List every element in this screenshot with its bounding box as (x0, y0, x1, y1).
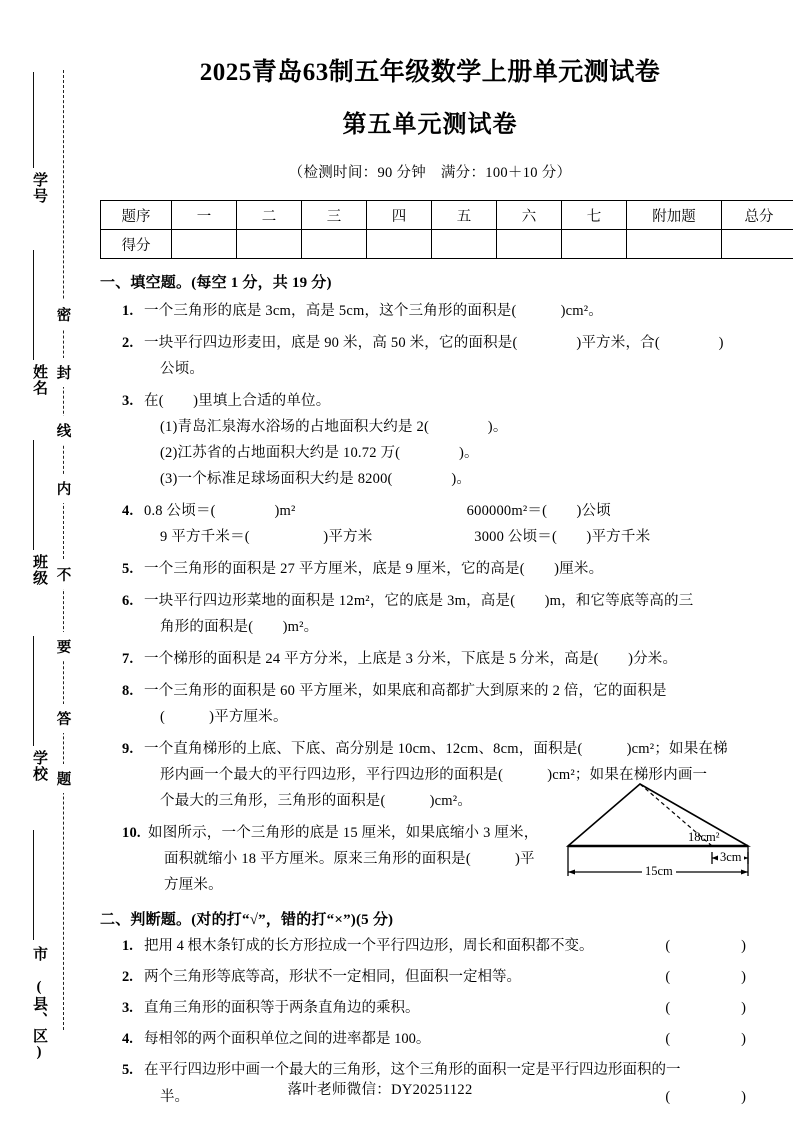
arrow-15cm-right (741, 870, 748, 875)
question-3-sub-3: (3)一个标准足球场面积大约是 8200( )。 (160, 471, 472, 487)
question-9-line-1: 一个直角梯形的上底、下底、高分别是 10cm、12cm、8cm，面积是( )cm²；如果在梯 (144, 741, 728, 757)
question-6 (122, 588, 760, 640)
score-cell-7[interactable] (562, 230, 627, 259)
score-table-row-label-points: 得分 (101, 230, 172, 259)
question-4-row-1 (144, 498, 760, 524)
question-3-sub-1: (1)青岛汇泉海水浴场的占地面积大约是 2( )。 (160, 419, 508, 435)
seal-label-class: 班级 (31, 554, 47, 586)
seal-rule-1 (33, 72, 34, 168)
section-heading-fill-blanks: 一、填空题。(每空 1 分，共 19 分) (100, 275, 332, 291)
tf-question-5-text-line-1: 在平行四边形中画一个最大的三角形，这个三角形的面积一定是平行四边形面积的一 (144, 1062, 681, 1078)
question-2-line-1: 一块平行四边形麦田，底是 90 米，高 50 米，它的面积是( )平方米，合( ) (144, 335, 724, 351)
tf-question-4-answer-box[interactable]: ( ) (665, 1031, 760, 1047)
seal-label-city-district: 市 (县、区) (31, 946, 47, 1061)
tf-question-2-answer-box[interactable]: ( ) (665, 969, 760, 985)
question-4-conv-2-left: 9 平方千米＝( )平方米 (160, 529, 373, 545)
arrow-15cm-left (568, 870, 575, 875)
figure-area-label: 18cm² (688, 830, 720, 844)
score-cell-4[interactable] (367, 230, 432, 259)
question-6-line-1: 一块平行四边形菜地的面积是 12m²，它的底是 3m，高是( )m，和它等底等高的三 (144, 593, 694, 609)
seal-char-feng: 封 (54, 358, 74, 387)
tf-question-5-text-line-2: 半。 (160, 1089, 189, 1105)
seal-char-ti: 题 (54, 764, 74, 793)
question-1-line-1: 一个三角形的底是 3cm，高是 5cm，这个三角形的面积是( )cm²。 (144, 303, 603, 319)
question-4-conv-1-right: 600000m²＝( )公顷 (466, 503, 611, 519)
score-col-5: 五 (432, 201, 497, 230)
score-col-3: 三 (302, 201, 367, 230)
question-2 (122, 330, 760, 382)
figure-15cm-label: 15cm (642, 864, 676, 879)
seal-char-xian: 线 (54, 416, 74, 445)
seal-label-school: 学校 (31, 750, 47, 782)
question-5-number: 5. (122, 561, 134, 577)
page-title: 2025青岛63制五年级数学上册单元测试卷 (199, 59, 661, 86)
question-4-conv-1-left: 0.8 公顷＝( )m² (144, 503, 296, 519)
score-col-4: 四 (367, 201, 432, 230)
question-8-number: 8. (122, 683, 134, 699)
question-5 (122, 556, 760, 582)
question-3-number: 3. (122, 393, 134, 409)
tf-question-2-number: 2. (122, 969, 133, 985)
question-2-number: 2. (122, 335, 134, 351)
question-4-number: 4. (122, 503, 134, 519)
seal-char-nei: 内 (54, 474, 74, 503)
score-col-7: 七 (562, 201, 627, 230)
question-4-row-2 (160, 524, 760, 550)
question-5-line-1: 一个三角形的面积是 27 平方厘米，底是 9 厘米，它的高是( )厘米。 (144, 561, 604, 577)
tf-question-1-number: 1. (122, 938, 133, 954)
question-6-number: 6. (122, 593, 134, 609)
table-row-header (101, 201, 793, 230)
score-col-total: 总分 (722, 201, 793, 230)
score-cell-6[interactable] (497, 230, 562, 259)
question-9-line-3: 个最大的三角形，三角形的面积是( )cm²。 (160, 793, 473, 809)
question-1-number: 1. (122, 303, 134, 319)
tf-question-2 (122, 964, 760, 991)
score-col-2: 二 (237, 201, 302, 230)
exam-page-body (100, 0, 774, 1111)
footer-note: 落叶老师微信：DY20251122 (287, 1082, 473, 1098)
tf-question-2-text: 两个三角形等底等高，形状不一定相同，但面积一定相等。 (144, 969, 521, 985)
score-cell-2[interactable] (237, 230, 302, 259)
tf-question-1-text: 把用 4 根木条钉成的长方形拉成一个平行四边形，周长和面积都不变。 (144, 938, 594, 954)
seal-char-da: 答 (54, 704, 74, 733)
score-table (100, 200, 793, 259)
seal-dashed-line (63, 70, 64, 1030)
question-4 (122, 498, 760, 550)
score-cell-1[interactable] (172, 230, 237, 259)
seal-rule-2 (33, 250, 34, 360)
score-table-row-label-order: 题序 (101, 201, 172, 230)
section-heading-true-false: 二、判断题。(对的打“√”，错的打“×”)(5 分) (100, 912, 394, 928)
seal-char-bu: 不 (54, 560, 74, 589)
triangle-outline (568, 784, 748, 846)
question-8-line-1: 一个三角形的面积是 60 平方厘米，如果底和高都扩大到原来的 2 倍，它的面积是 (144, 683, 667, 699)
question-10-line-2: 面积就缩小 18 平方厘米。原来三角形的面积是( )平 (164, 851, 535, 867)
seal-char-yao: 要 (54, 632, 74, 661)
table-row-scores (101, 230, 793, 259)
tf-question-5-answer-box[interactable]: ( ) (665, 1089, 760, 1105)
question-6-line-2: 角形的面积是( )m²。 (160, 619, 319, 635)
score-col-1: 一 (172, 201, 237, 230)
question-3 (122, 388, 760, 492)
tf-question-1 (122, 933, 760, 960)
score-col-extra: 附加题 (627, 201, 722, 230)
question-10-line-1: 如图所示，一个三角形的底是 15 厘米，如果底缩小 3 厘米， (148, 825, 539, 841)
seal-label-student-id: 学号 (31, 172, 47, 204)
question-7-line-1: 一个梯形的面积是 24 平方分米，上底是 3 分米，下底是 5 分米，高是( )分米。 (144, 651, 678, 667)
tf-question-3-number: 3. (122, 1000, 133, 1016)
figure-3cm-label: 3cm (720, 850, 742, 864)
tf-question-5-number: 5. (122, 1062, 133, 1078)
question-9-number: 9. (122, 741, 134, 757)
tf-question-4-number: 4. (122, 1031, 133, 1047)
tf-question-4 (122, 1026, 760, 1053)
seal-label-name: 姓名 (31, 364, 47, 396)
tf-question-1-answer-box[interactable]: ( ) (665, 938, 760, 954)
score-cell-3[interactable] (302, 230, 367, 259)
question-8 (122, 678, 760, 730)
question-2-line-2: 公顷。 (160, 361, 205, 377)
tf-question-3-answer-box[interactable]: ( ) (665, 1000, 760, 1016)
seal-sidebar (0, 0, 96, 1122)
seal-rule-4 (33, 636, 34, 746)
question-7-number: 7. (122, 651, 134, 667)
page-subtitle: 第五单元测试卷 (342, 112, 518, 138)
question-9-line-2: 形内画一个最大的平行四边形，平行四边形的面积是( )cm²；如果在梯形内画一 (160, 767, 708, 783)
question-1 (122, 298, 760, 324)
score-cell-total[interactable] (722, 230, 793, 259)
tf-question-3-text: 直角三角形的面积等于两条直角边的乘积。 (144, 1000, 420, 1016)
tf-question-4-text: 每相邻的两个面积单位之间的进率都是 100。 (144, 1031, 431, 1047)
question-7 (122, 646, 760, 672)
question-10-number: 10. (122, 825, 141, 841)
question-3-sub-2: (2)江苏省的占地面积大约是 10.72 万( )。 (160, 445, 479, 461)
question-8-line-2: ( )平方厘米。 (160, 709, 288, 725)
question-10-line-3: 方厘米。 (164, 877, 223, 893)
question-4-conv-2-right: 3000 公顷＝( )平方千米 (474, 529, 651, 545)
question-3-line-1: 在( )里填上合适的单位。 (144, 393, 331, 409)
seal-rule-3 (33, 440, 34, 550)
score-cell-extra[interactable] (627, 230, 722, 259)
seal-char-mi: 密 (54, 300, 74, 329)
score-col-6: 六 (497, 201, 562, 230)
seal-rule-5 (33, 830, 34, 940)
exam-meta-line: （检测时间：90 分钟 满分：100＋10 分） (288, 165, 572, 181)
question-10-figure (548, 778, 758, 878)
score-cell-5[interactable] (432, 230, 497, 259)
tf-question-3 (122, 995, 760, 1022)
